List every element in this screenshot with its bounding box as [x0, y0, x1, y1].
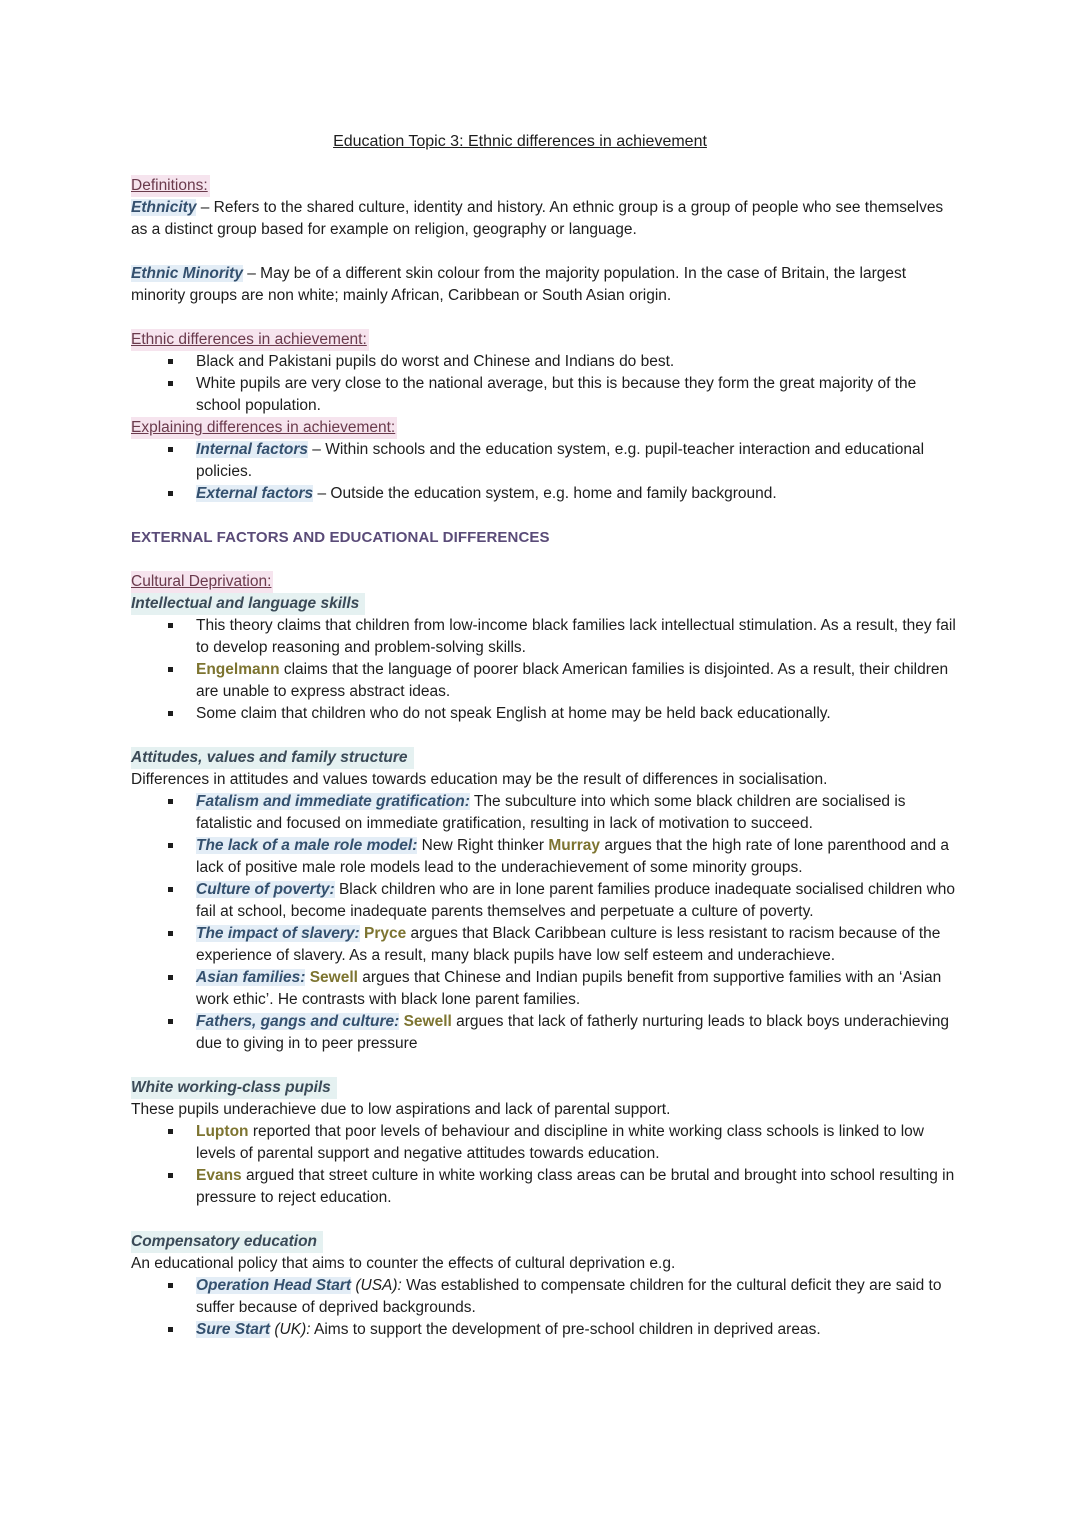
list-item	[196, 879, 961, 923]
list-item	[196, 1011, 961, 1055]
attitudes-subheading: Attitudes, values and family structure	[131, 747, 414, 769]
explaining-list	[131, 439, 961, 505]
attitudes-list	[131, 791, 961, 1055]
compensatory-education-subheading: Compensatory education	[131, 1231, 323, 1253]
external-factors-term: External factors	[196, 485, 314, 502]
list-item	[196, 1121, 961, 1165]
internal-factors-text: – Within schools and the education system, e.g. pupil-teacher interaction and educational policies.	[196, 441, 925, 480]
internal-factors-term: Internal factors	[196, 441, 308, 458]
asian-families-term: Asian families:	[196, 969, 306, 986]
list-item	[196, 923, 961, 967]
list-item-text: claims that the language of poorer black American families is disjointed. As a result, their children are unable to express abstract ideas.	[196, 661, 949, 700]
author-name: Sewell	[403, 1013, 452, 1030]
differences-list	[131, 351, 961, 417]
list-item-text: argues that lack of fatherly nurturing leads to black boys underachieving due to giving in to peer pressure	[196, 1013, 949, 1052]
list-item-text: argued that street culture in white working class areas can be brutal and brought into school resulting in pressure to reject education.	[196, 1167, 955, 1206]
author-name: Murray	[548, 837, 601, 854]
differences-heading: Ethnic differences in achievement:	[131, 329, 369, 351]
male-role-model-term: The lack of a male role model:	[196, 837, 418, 854]
list-item	[196, 1275, 961, 1319]
list-item: White pupils are very close to the national average, but this is because they form the great majority of the school population.	[196, 373, 961, 417]
author-name: Pryce	[363, 925, 407, 942]
author-name: Evans	[196, 1167, 242, 1184]
list-item-text: reported that poor levels of behaviour and discipline in white working class schools is linked to low levels of parental support and negative attitudes towards education.	[196, 1123, 924, 1162]
explaining-heading: Explaining differences in achievement:	[131, 417, 397, 439]
impact-of-slavery-term: The impact of slavery:	[196, 925, 360, 942]
list-item: This theory claims that children from low-income black families lack intellectual stimulation. As a result, they fail to develop reasoning and problem-solving skills.	[196, 615, 961, 659]
list-item-text: Black children who are in lone parent families produce inadequate socialised children who fail at school, become inadequate parents themselves and perpetuate a culture of poverty.	[196, 881, 956, 920]
list-item	[196, 439, 961, 483]
definitions-heading: Definitions:	[131, 175, 210, 197]
white-working-class-intro: These pupils underachieve due to low aspirations and lack of parental support.	[131, 1101, 671, 1118]
document-body	[131, 175, 961, 1341]
list-item	[196, 659, 961, 703]
list-item-text: Aims to support the development of pre-school children in deprived areas.	[310, 1321, 821, 1338]
author-name: Engelmann	[196, 661, 280, 678]
list-item-text: The subculture into which some black children are socialised is fatalistic and focused on immediate gratification, resulting in lack of motivation to succeed.	[196, 793, 906, 832]
fathers-gangs-term: Fathers, gangs and culture:	[196, 1013, 400, 1030]
cultural-deprivation-heading: Cultural Deprivation:	[131, 571, 273, 593]
fatalism-term: Fatalism and immediate gratification:	[196, 793, 470, 810]
list-item	[196, 967, 961, 1011]
list-item	[196, 835, 961, 879]
head-start-suffix: (USA):	[351, 1277, 402, 1294]
ethnicity-definition	[131, 197, 961, 241]
list-item-text: argues that the high rate of lone parenthood and a lack of positive male role models lead to the underachievement of some minority groups.	[196, 837, 950, 876]
white-working-class-subheading: White working-class pupils	[131, 1077, 337, 1099]
external-factors-text: – Outside the education system, e.g. home and family background.	[313, 485, 777, 502]
ethnic-minority-term: Ethnic Minority	[131, 265, 243, 282]
ethnicity-term: Ethnicity	[131, 199, 197, 216]
ethnic-minority-definition	[131, 263, 961, 307]
list-item	[196, 483, 961, 505]
ethnic-minority-text: – May be of a different skin colour from the majority population. In the case of Britain, the largest minority groups are non white; mainly African, Caribbean or South Asian origin.	[131, 265, 907, 304]
list-item	[196, 1319, 961, 1341]
list-item-text: New Right thinker	[417, 837, 549, 854]
ethnicity-text: – Refers to the shared culture, identity and history. An ethnic group is a group of people who see themselves as a distinct group based for example on religion, geography or language.	[131, 199, 944, 238]
intellectual-skills-subheading: Intellectual and language skills	[131, 593, 365, 615]
cultural-deprivation-list	[131, 615, 961, 725]
list-item	[196, 791, 961, 835]
head-start-term: Operation Head Start	[196, 1277, 352, 1294]
sure-start-term: Sure Start	[196, 1321, 271, 1338]
external-factors-section-heading: EXTERNAL FACTORS AND EDUCATIONAL DIFFERENCES	[131, 529, 550, 546]
compensatory-intro: An educational policy that aims to counter the effects of cultural deprivation e.g.	[131, 1255, 676, 1272]
author-name: Sewell	[309, 969, 358, 986]
page-title: Education Topic 3: Ethnic differences in achievement	[333, 133, 707, 150]
list-item: Some claim that children who do not speak English at home may be held back educationally.	[196, 703, 961, 725]
author-name: Lupton	[196, 1123, 249, 1140]
list-item: Black and Pakistani pupils do worst and Chinese and Indians do best.	[196, 351, 961, 373]
white-working-class-list	[131, 1121, 961, 1209]
list-item-text: argues that Chinese and Indian pupils benefit from supportive families with an ‘Asian work ethic’. He contrasts with black lone parent families.	[196, 969, 942, 1008]
list-item-text: argues that Black Caribbean culture is less resistant to racism because of the experience of slavery. As a result, many black pupils have low self esteem and underachieve.	[196, 925, 941, 964]
sure-start-suffix: (UK):	[270, 1321, 311, 1338]
compensatory-list	[131, 1275, 961, 1341]
list-item-text: Was established to compensate children for the cultural deficit they are said to suffer because of deprived backgrounds.	[196, 1277, 942, 1316]
attitudes-intro: Differences in attitudes and values towards education may be the result of differences in socialisation.	[131, 771, 828, 788]
list-item	[196, 1165, 961, 1209]
culture-of-poverty-term: Culture of poverty:	[196, 881, 335, 898]
